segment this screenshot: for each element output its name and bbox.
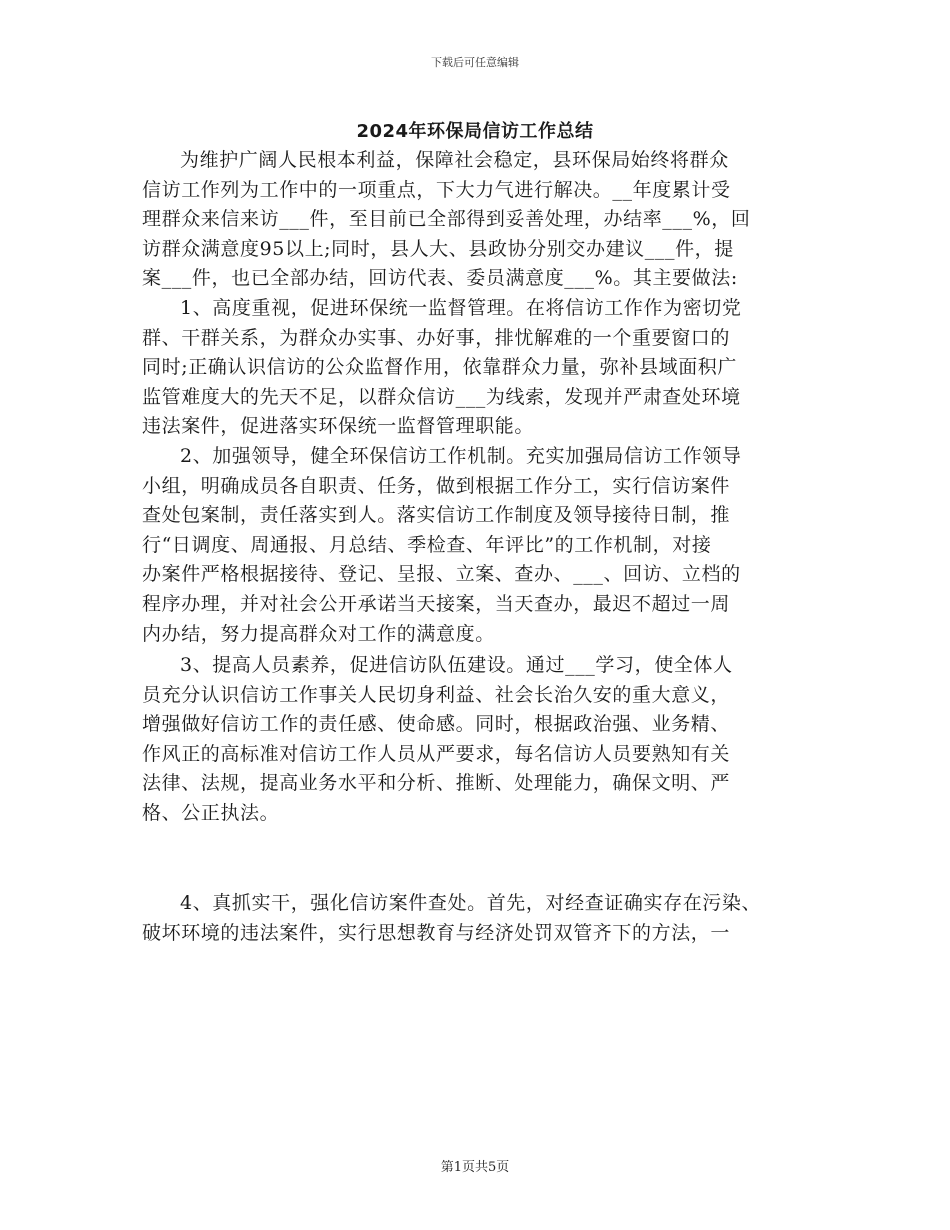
paragraph-item-1 — [142, 294, 822, 442]
text-line: 4、真抓实干，强化信访案件查处。首先，对经查证确实存在污染、 — [180, 892, 762, 914]
text-line: 内办结，努力提高群众对工作的满意度。 — [142, 622, 495, 645]
document-title: 2024年环保局信访工作总结 — [356, 121, 594, 142]
paragraph-intro — [142, 146, 822, 294]
text-line: 法律、法规，提高业务水平和分析、推断、处理能力，确保文明、严 — [142, 772, 731, 795]
text-line: 程序办理，并对社会公开承诺当天接案，当天查办，最迟不超过一周 — [142, 592, 731, 615]
text-line: 破坏环境的违法案件，实行思想教育与经济处罚双管齐下的方法，一 — [142, 921, 731, 944]
text-line: 群、干群关系，为群众办实事、办好事，排忧解难的一个重要窗口的 — [142, 326, 731, 349]
text-line: 作风正的高标准对信访工作人员从严要求，每名信访人员要熟知有关 — [142, 742, 731, 765]
text-line: 为维护广阔人民根本利益，保障社会稳定，县环保局始终将群众 — [180, 149, 729, 171]
text-line: 3、提高人员素养，促进信访队伍建设。通过___学习，使全体人 — [180, 654, 733, 676]
text-line: 访群众满意度95以上;同时，县人大、县政协分别交办建议___件，提 — [142, 237, 734, 260]
text-line: 理群众来信来访___件，至目前已全部得到妥善处理，办结率___%，回 — [142, 208, 751, 231]
page-number: 第1页共5页 — [440, 1160, 510, 1175]
text-line: 同时;正确认识信访的公众监督作用，依靠群众力量，弥补县域面积广 — [142, 356, 738, 379]
text-line: 案___件，也已全部办结，回访代表、委员满意度___%。其主要做法: — [142, 267, 738, 290]
paragraph-item-4 — [142, 889, 822, 948]
text-line: 格、公正执法。 — [142, 801, 280, 824]
header-note: 下载后可任意编辑 — [431, 56, 519, 69]
text-line: 增强做好信访工作的责任感、使命感。同时，根据政治强、业务精、 — [142, 713, 731, 736]
paragraph-item-2 — [142, 442, 822, 649]
text-line: 员充分认识信访工作事关人民切身利益、社会长治久安的重大意义， — [142, 683, 731, 706]
text-line: 行“日调度、周通报、月总结、季检查、年评比”的工作机制，对接 — [142, 533, 712, 556]
text-line: 1、高度重视，促进环保统一监督管理。在将信访工作作为密切党 — [180, 297, 742, 319]
text-line: 监管难度大的先天不足，以群众信访___为线索，发现并严肃查处环境 — [142, 385, 741, 408]
text-line: 违法案件，促进落实环保统一监督管理职能。 — [142, 415, 535, 438]
paragraph-item-3 — [142, 651, 822, 829]
text-line: 办案件严格根据接待、登记、呈报、立案、查办、___、回访、立档的 — [142, 563, 741, 586]
text-line: 信访工作列为工作中的一项重点，下大力气进行解决。__年度累计受 — [142, 178, 731, 201]
text-line: 查处包案制，责任落实到人。落实信访工作制度及领导接待日制，推 — [142, 504, 731, 527]
text-line: 小组，明确成员各自职责、任务，做到根据工作分工，实行信访案件 — [142, 474, 731, 497]
text-line: 2、加强领导，健全环保信访工作机制。充实加强局信访工作领导 — [180, 445, 742, 467]
